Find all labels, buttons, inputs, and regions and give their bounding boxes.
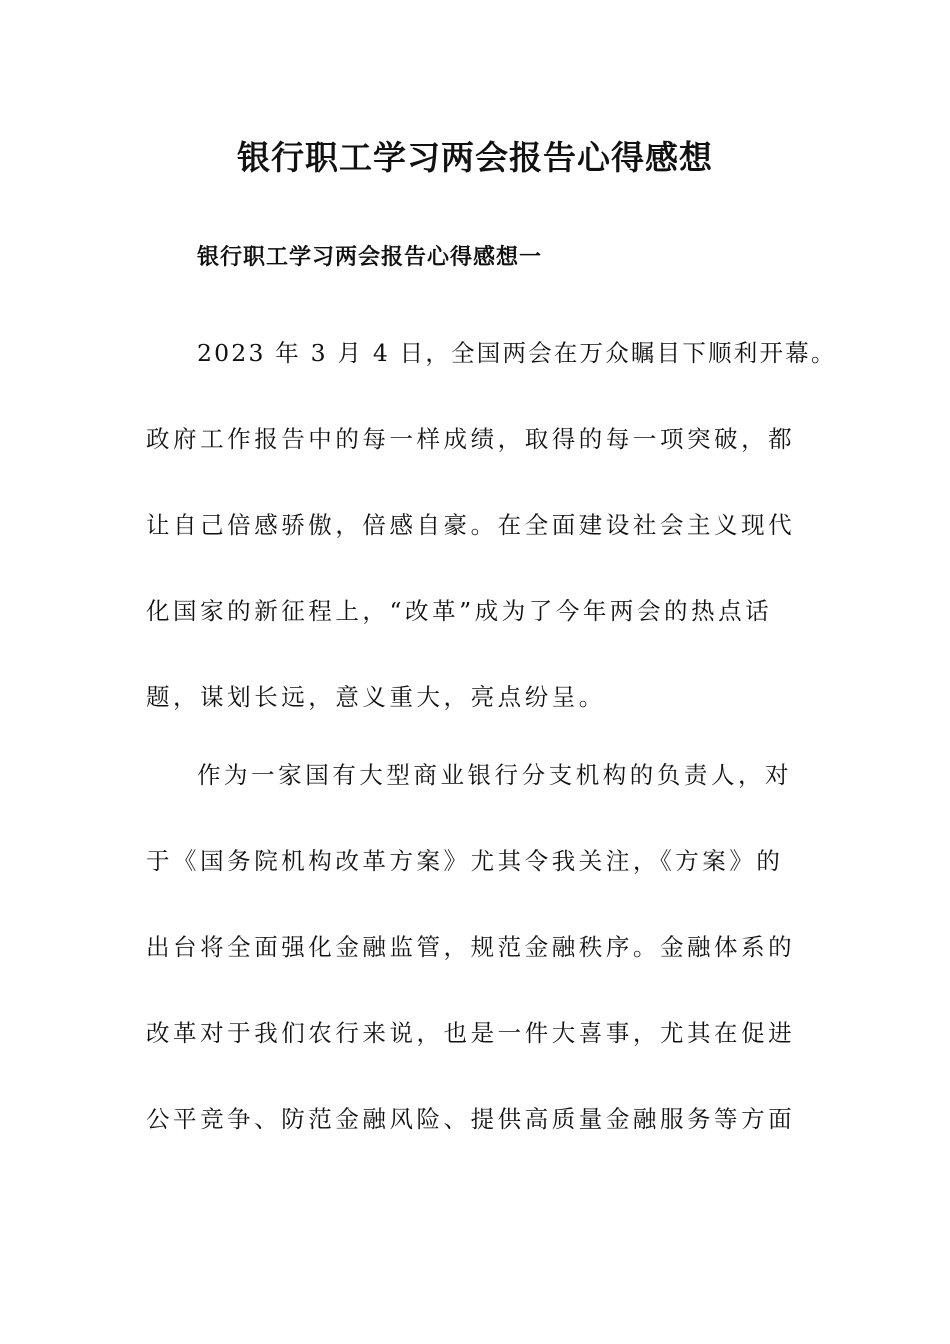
paragraph-line-2: 政府工作报告中的每一样成绩，取得的每一项突破，都	[146, 425, 796, 453]
section-heading: 银行职工学习两会报告心得感想一	[197, 245, 543, 270]
paragraph-line-10: 公平竞争、防范金融风险、提供高质量金融服务等方面	[146, 1105, 796, 1133]
paragraph-line-1: 2023 年 3 月 4 日，全国两会在万众瞩目下顺利开幕。	[197, 339, 837, 367]
paragraph-line-9: 改革对于我们农行来说，也是一件大喜事，尤其在促进	[146, 1019, 796, 1047]
paragraph-line-8: 出台将全面强化金融监管，规范金融秩序。金融体系的	[146, 933, 796, 961]
paragraph-line-3: 让自己倍感骄傲，倍感自豪。在全面建设社会主义现代	[146, 511, 796, 539]
paragraph-line-7: 于《国务院机构改革方案》尤其令我关注，《方案》的	[146, 847, 784, 875]
paragraph-line-6: 作为一家国有大型商业银行分支机构的负责人，对	[197, 761, 793, 789]
paragraph-line-5: 题，谋划长远，意义重大，亮点纷呈。	[146, 683, 606, 711]
paragraph-line-4: 化国家的新征程上，“改革”成为了今年两会的热点话	[146, 597, 773, 625]
document-title: 银行职工学习两会报告心得感想	[237, 138, 713, 177]
